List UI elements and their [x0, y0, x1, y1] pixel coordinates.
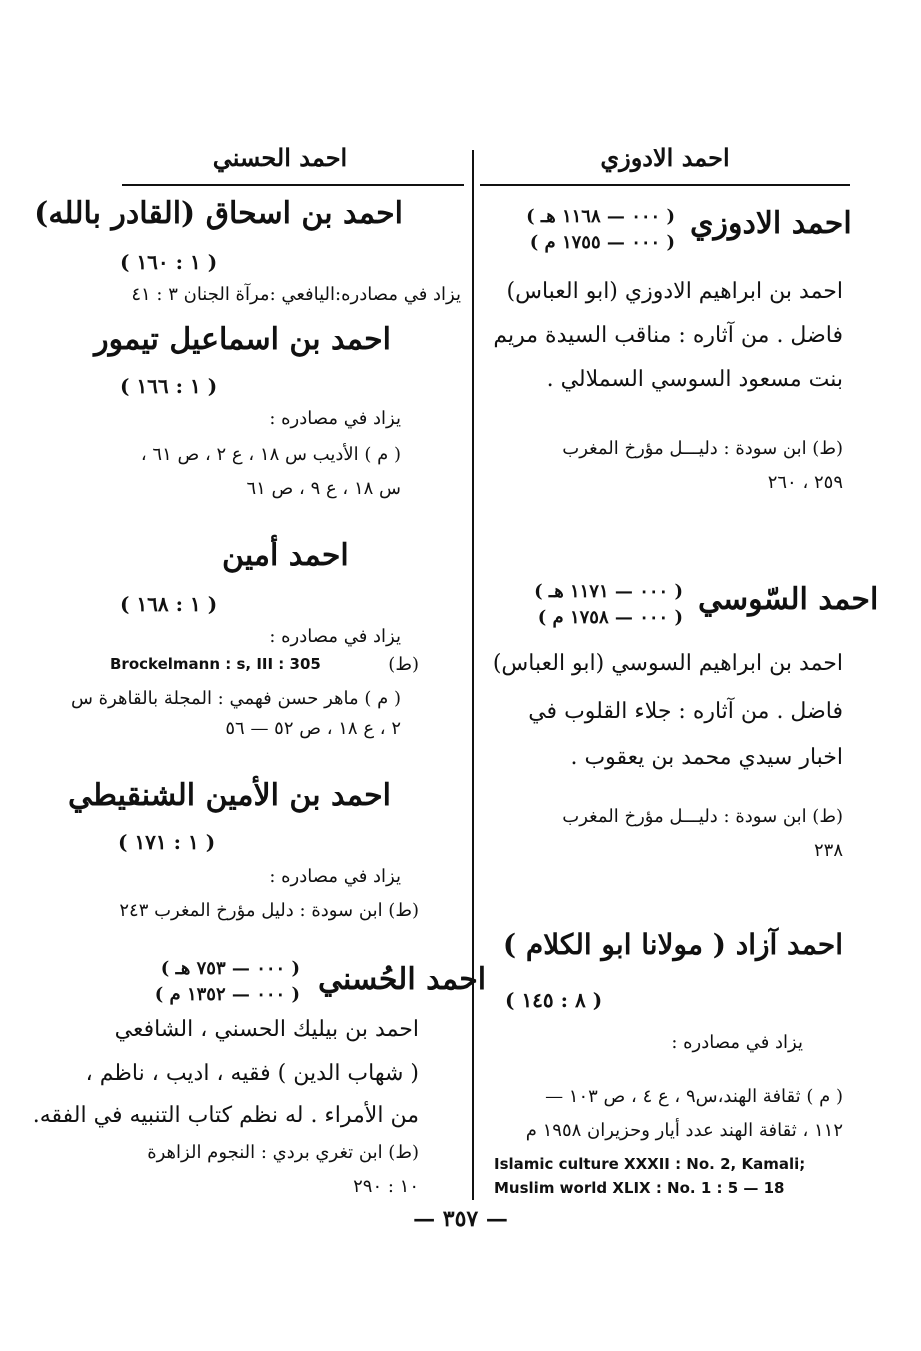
- latin-reference: Brockelmann : s, III : 305: [110, 655, 321, 673]
- entry-line: من الأمراء . له نظم كتاب التنبيه في الفقه.: [32, 1103, 419, 1128]
- entry-title: احمد الادوزي: [690, 206, 852, 241]
- entry-line: بنت مسعود السوسي السملالي .: [546, 367, 843, 392]
- page-number: — ٣٥٧ —: [413, 1206, 508, 1232]
- entry-line: ( شهاب الدين ) فقيه ، اديب ، ناظم ،: [85, 1061, 419, 1086]
- hijri-date: ( ٠٠٠ — ١١٧١ هـ ): [534, 581, 683, 602]
- entry-line: س ١٨ ، ع ٩ ، ص ٦١: [246, 478, 401, 499]
- entry-title: احمد آزاد ( مولانا ابو الكلام ): [502, 928, 843, 961]
- entry-line: ١١٢ ، ثقافة الهند عدد أيار وحزيران ١٩٥٨ م: [525, 1120, 843, 1141]
- gregorian-date: ( ٠٠٠ — ١٣٥٢ م ): [154, 984, 300, 1005]
- gregorian-date: ( ٠٠٠ — ١٧٥٥ م ): [529, 232, 675, 253]
- right-header-rule: [480, 184, 850, 186]
- volume-reference: ( ١ : ١٧١ ): [118, 830, 216, 854]
- entry-line: (ط) ابن سودة : دليل مؤرخ المغرب ٢٤٣: [119, 900, 419, 921]
- volume-reference: ( ١ : ١٦٦ ): [120, 374, 218, 398]
- source-line: ٢٣٨: [813, 840, 843, 861]
- source-line: (ط) ابن سودة : دليـــل مؤرخ المغرب: [562, 438, 843, 459]
- gregorian-date: ( ٠٠٠ — ١٧٥٨ م ): [537, 607, 683, 628]
- entry-line: ( م ) ثقافة الهند،س٩ ، ع ٤ ، ص ١٠٣ —: [545, 1086, 843, 1107]
- hijri-date: ( ٠٠٠ — ١١٦٨ هـ ): [526, 206, 675, 227]
- source-line: ٢٥٩ ، ٢٦٠: [767, 472, 843, 493]
- entry-title: احمد بن اسماعيل تيمور: [94, 322, 391, 357]
- right-running-header: احمد الادوزي: [600, 143, 730, 172]
- hijri-date: ( ٠٠٠ — ٧٥٣ هـ ): [160, 958, 300, 979]
- entry-title: احمد أمين: [222, 538, 349, 573]
- entry-line: احمد بن ابراهيم الادوزي (ابو العباس): [506, 279, 843, 304]
- additions-note: يزاد في مصادره :: [269, 408, 401, 429]
- volume-reference: ( ١ : ١٦٨ ): [120, 592, 218, 616]
- right-column: [480, 140, 850, 176]
- entry-line: ( م ) ماهر حسن فهمي : المجلة بالقاهرة س: [70, 688, 401, 709]
- source-marker: (ط): [388, 654, 419, 675]
- additions-note: يزاد في مصادره :: [671, 1032, 803, 1053]
- entry-dates: [500, 204, 675, 256]
- left-running-header: احمد الحسني: [212, 143, 348, 172]
- entry-line: فاضل . من آثاره : جلاء القلوب في: [528, 699, 843, 724]
- entry-line: احمد بن بيليك الحسني ، الشافعي: [114, 1017, 419, 1042]
- latin-reference: Islamic culture XXXII : No. 2, Kamali;: [494, 1155, 806, 1173]
- source-line: ١٠ : ٢٩٠: [353, 1176, 419, 1197]
- entry-line: ٢ ، ع ١٨ ، ص ٥٢ — ٥٦: [225, 718, 401, 739]
- source-line: (ط) ابن سودة : دليـــل مؤرخ المغرب: [562, 806, 843, 827]
- column-divider: [472, 150, 474, 1200]
- left-header-rule: [122, 184, 464, 186]
- additions-note: يزاد في مصادره :: [269, 626, 401, 647]
- entry-dates: [124, 956, 300, 1008]
- entry-line: اخبار سيدي محمد بن يعقوب .: [570, 745, 843, 770]
- entry-title: احمد بن اسحاق (القادر بالله): [34, 196, 403, 231]
- entry-line: فاضل . من آثاره : مناقب السيدة مريم: [493, 323, 843, 348]
- entry-title: احمد السّوسي: [698, 582, 879, 617]
- entry-title: احمد الحُسني: [318, 962, 487, 997]
- entry-line: يزاد في مصادره:اليافعي :مرآة الجنان ٣ : ٤١: [131, 284, 461, 305]
- entry-dates: [503, 579, 683, 631]
- source-line: (ط) ابن تغري بردي : النجوم الزاهرة: [147, 1142, 419, 1163]
- volume-reference: ( ٨ : ١٤٥ ): [505, 988, 603, 1012]
- volume-reference: ( ١ : ١٦٠ ): [120, 250, 218, 274]
- left-column: [100, 140, 460, 176]
- latin-reference: Muslim world XLIX : No. 1 : 5 — 18: [494, 1179, 785, 1197]
- entry-line: ( م ) الأديب س ١٨ ، ع ٢ ، ص ٦١ ،: [140, 444, 401, 465]
- entry-title: احمد بن الأمين الشنقيطي: [67, 778, 391, 813]
- entry-line: احمد بن ابراهيم السوسي (ابو العباس): [492, 651, 843, 676]
- additions-note: يزاد في مصادره :: [269, 866, 401, 887]
